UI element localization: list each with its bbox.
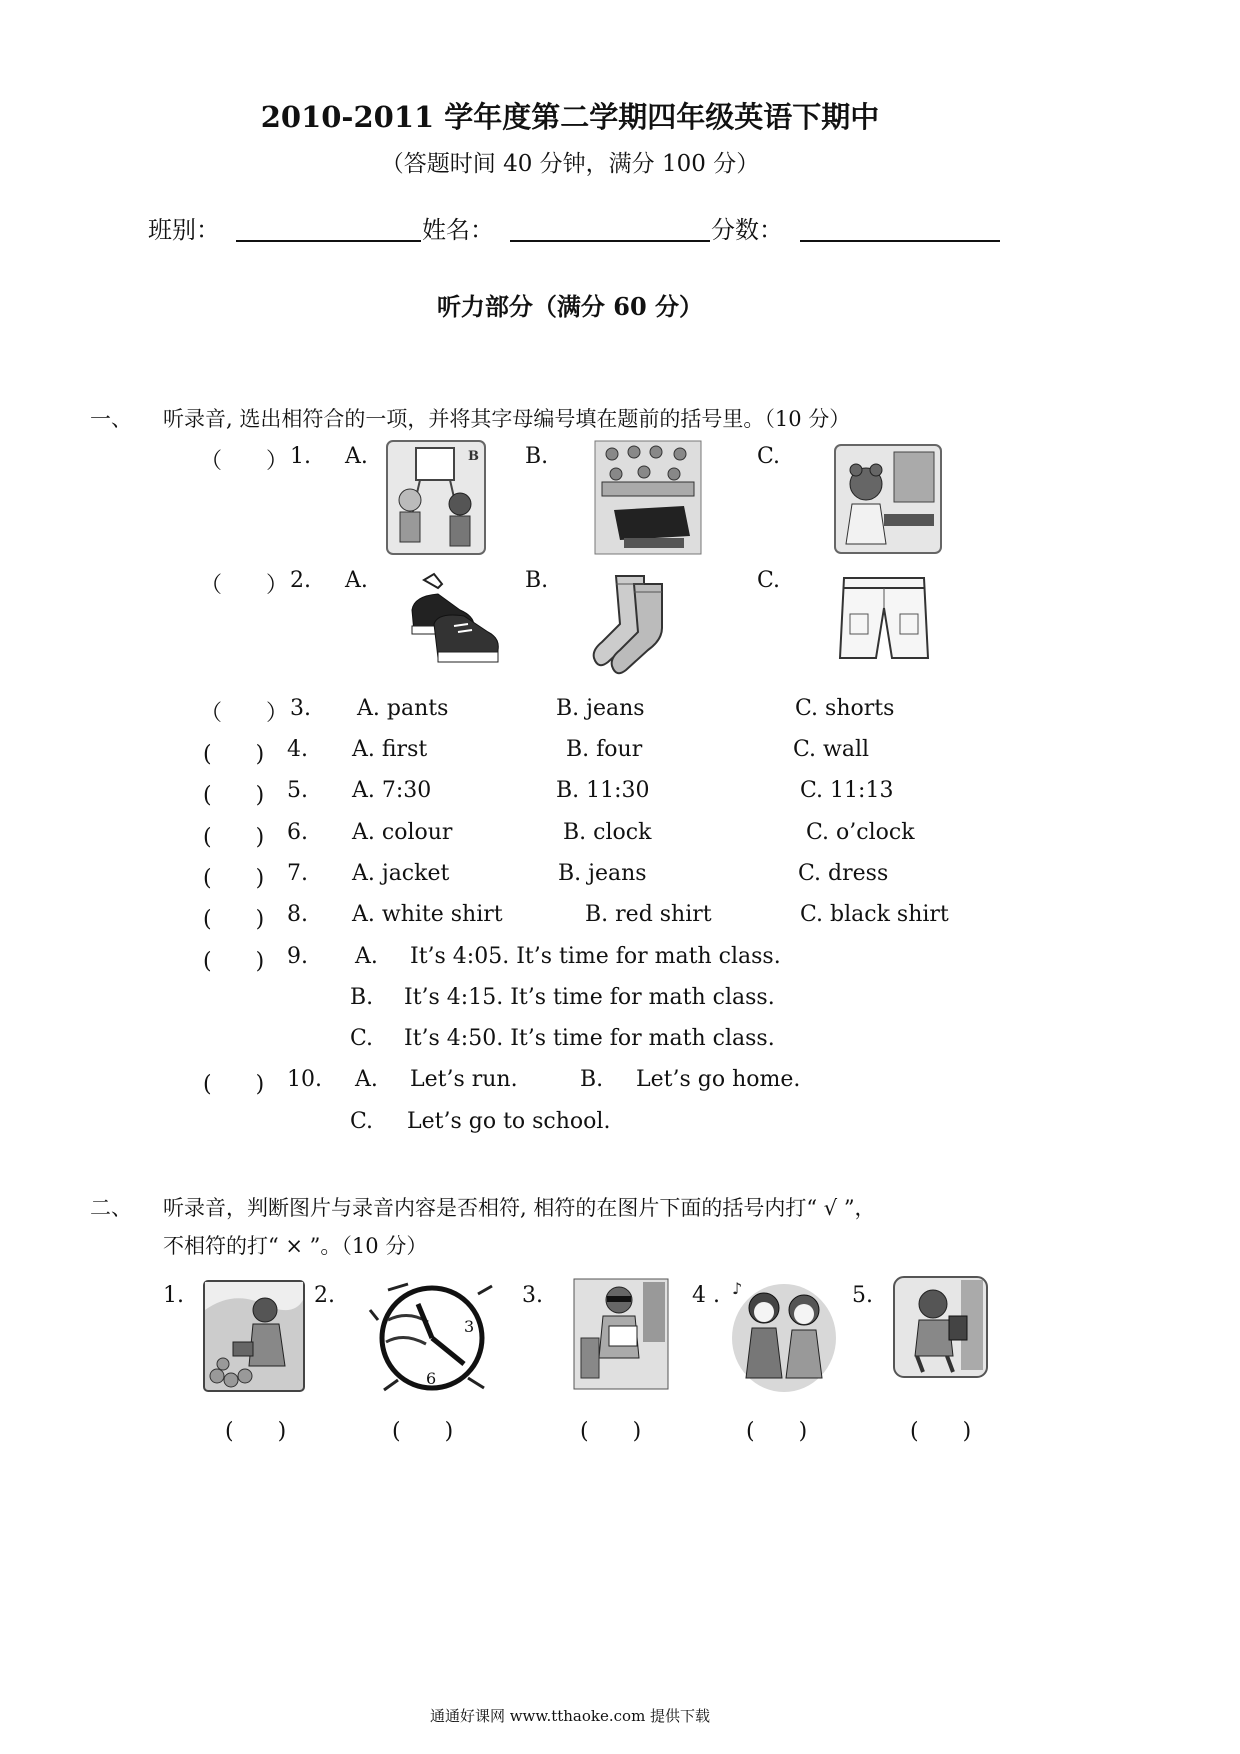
- exam-subtitle: （答题时间 40 分钟，满分 100 分）: [380, 151, 760, 177]
- q4-number: 4.: [287, 737, 308, 762]
- q8-option-c[interactable]: C. black shirt: [800, 902, 949, 927]
- q7-answer-paren[interactable]: ( ): [203, 866, 265, 891]
- class-blank[interactable]: [236, 240, 421, 242]
- shorts-icon: [836, 574, 932, 666]
- s2-item5-number: 5.: [852, 1283, 873, 1308]
- s2-item2-number: 2.: [314, 1283, 335, 1308]
- section1-instruction: 听录音, 选出相符合的一项，并将其字母编号填在题前的括号里。（10 分）: [163, 407, 851, 431]
- s2-item3-number: 3.: [522, 1283, 543, 1308]
- section2-number: 二、: [90, 1196, 132, 1220]
- q9-option-a-text[interactable]: It’s 4:05. It’s time for math class.: [410, 944, 781, 969]
- q6-option-a[interactable]: A. colour: [352, 820, 453, 845]
- s2-item5-answer-paren[interactable]: ( ): [910, 1419, 972, 1444]
- q9-option-a-letter: A.: [355, 944, 378, 969]
- q7-option-c[interactable]: C. dress: [798, 861, 889, 886]
- q6-answer-paren[interactable]: ( ): [203, 825, 265, 850]
- girl-teddy-picture-icon: [834, 444, 942, 554]
- q10-answer-paren[interactable]: ( ): [203, 1072, 265, 1097]
- q9-option-c-letter: C.: [350, 1026, 374, 1051]
- s2-item4-answer-paren[interactable]: ( ): [746, 1419, 808, 1444]
- q8-answer-paren[interactable]: ( ): [203, 907, 265, 932]
- q6-option-b[interactable]: B. clock: [563, 820, 652, 845]
- exam-title: 2010-2011 学年度第二学期四年级英语下期中: [260, 100, 880, 134]
- q8-option-a[interactable]: A. white shirt: [352, 902, 503, 927]
- q8-number: 8.: [287, 902, 308, 927]
- s2-item1-number: 1.: [163, 1283, 184, 1308]
- music-class-picture-icon: [594, 440, 702, 555]
- q10-option-b-text[interactable]: Let’s go home.: [636, 1067, 801, 1092]
- girl-watering-flowers-icon: [203, 1280, 305, 1392]
- q9-answer-paren[interactable]: ( ): [203, 949, 265, 974]
- q6-number: 6.: [287, 820, 308, 845]
- q10-number: 10.: [287, 1067, 322, 1092]
- section2-instruction-line1: 听录音，判断图片与录音内容是否相符, 相符的在图片下面的括号内打“ √ ”，: [163, 1196, 876, 1220]
- q10-option-a-letter: A.: [355, 1067, 378, 1092]
- boy-reading-book-icon: [573, 1278, 669, 1390]
- q2-option-c-letter: C.: [757, 568, 781, 593]
- class-label: 班别：: [148, 216, 220, 244]
- q9-option-b-letter: B.: [350, 985, 374, 1010]
- q1-option-a-letter: A.: [345, 444, 368, 469]
- s2-item4-number: 4 .: [692, 1283, 720, 1308]
- sneakers-icon: [404, 570, 502, 670]
- q7-option-b[interactable]: B. jeans: [558, 861, 647, 886]
- boy-with-schoolbag-icon: [893, 1276, 988, 1378]
- q5-option-c[interactable]: C. 11:13: [800, 778, 894, 803]
- score-label: 分数：: [711, 216, 783, 244]
- q5-answer-paren[interactable]: ( ): [203, 783, 265, 808]
- svg-text:6: 6: [426, 1369, 437, 1388]
- q4-option-b[interactable]: B. four: [566, 737, 643, 762]
- q9-option-c-text[interactable]: It’s 4:50. It’s time for math class.: [404, 1026, 775, 1051]
- clock-icon: [368, 1280, 506, 1392]
- q9-option-b-text[interactable]: It’s 4:15. It’s time for math class.: [404, 985, 775, 1010]
- section1-number: 一、: [90, 407, 132, 431]
- name-blank[interactable]: [510, 240, 710, 242]
- two-girls-singing-icon: [728, 1278, 838, 1394]
- q5-option-b[interactable]: B. 11:30: [556, 778, 650, 803]
- score-blank[interactable]: [800, 240, 1000, 242]
- s2-item3-answer-paren[interactable]: ( ): [580, 1419, 642, 1444]
- section2-instruction-line2: 不相符的打“ × ”。（10 分）: [163, 1234, 428, 1258]
- q5-option-a[interactable]: A. 7:30: [352, 778, 432, 803]
- q7-option-a[interactable]: A. jacket: [352, 861, 450, 886]
- q4-option-c[interactable]: C. wall: [793, 737, 870, 762]
- listening-section-title: 听力部分（满分 60 分）: [436, 292, 704, 321]
- q8-option-b[interactable]: B. red shirt: [585, 902, 712, 927]
- q3-answer-paren[interactable]: （ ）: [200, 701, 289, 726]
- s2-item2-answer-paren[interactable]: ( ): [392, 1419, 454, 1444]
- socks-icon: [586, 570, 678, 680]
- q1-option-b-letter: B.: [525, 444, 549, 469]
- q5-number: 5.: [287, 778, 308, 803]
- q3-option-b[interactable]: B. jeans: [556, 696, 645, 721]
- q3-option-a[interactable]: A. pants: [357, 696, 449, 721]
- q1-number: 1.: [290, 444, 311, 469]
- footer-source: 通通好课网 www.tthaoke.com 提供下载: [429, 1707, 711, 1725]
- q1-answer-paren[interactable]: （ ）: [200, 449, 289, 474]
- q2-number: 2.: [290, 568, 311, 593]
- q10-option-c-letter: C.: [350, 1109, 374, 1134]
- name-label: 姓名：: [422, 216, 494, 244]
- q7-number: 7.: [287, 861, 308, 886]
- q3-number: 3.: [290, 696, 311, 721]
- q10-option-a-text[interactable]: Let’s run.: [410, 1067, 518, 1092]
- q9-number: 9.: [287, 944, 308, 969]
- q4-option-a[interactable]: A. first: [352, 737, 428, 762]
- q1-option-c-letter: C.: [757, 444, 781, 469]
- q4-answer-paren[interactable]: ( ): [203, 742, 265, 767]
- q6-option-c[interactable]: C. o’clock: [806, 820, 915, 845]
- svg-text:3: 3: [464, 1317, 475, 1336]
- q2-answer-paren[interactable]: （ ）: [200, 573, 289, 598]
- art-class-picture-icon: [386, 440, 486, 555]
- q3-option-c[interactable]: C. shorts: [795, 696, 895, 721]
- q10-option-c-text[interactable]: Let’s go to school.: [407, 1109, 611, 1134]
- q10-option-b-letter: B.: [580, 1067, 604, 1092]
- q2-option-b-letter: B.: [525, 568, 549, 593]
- s2-item1-answer-paren[interactable]: ( ): [225, 1419, 287, 1444]
- svg-text:B: B: [468, 449, 479, 464]
- q2-option-a-letter: A.: [345, 568, 368, 593]
- svg-text:♪: ♪: [732, 1279, 743, 1298]
